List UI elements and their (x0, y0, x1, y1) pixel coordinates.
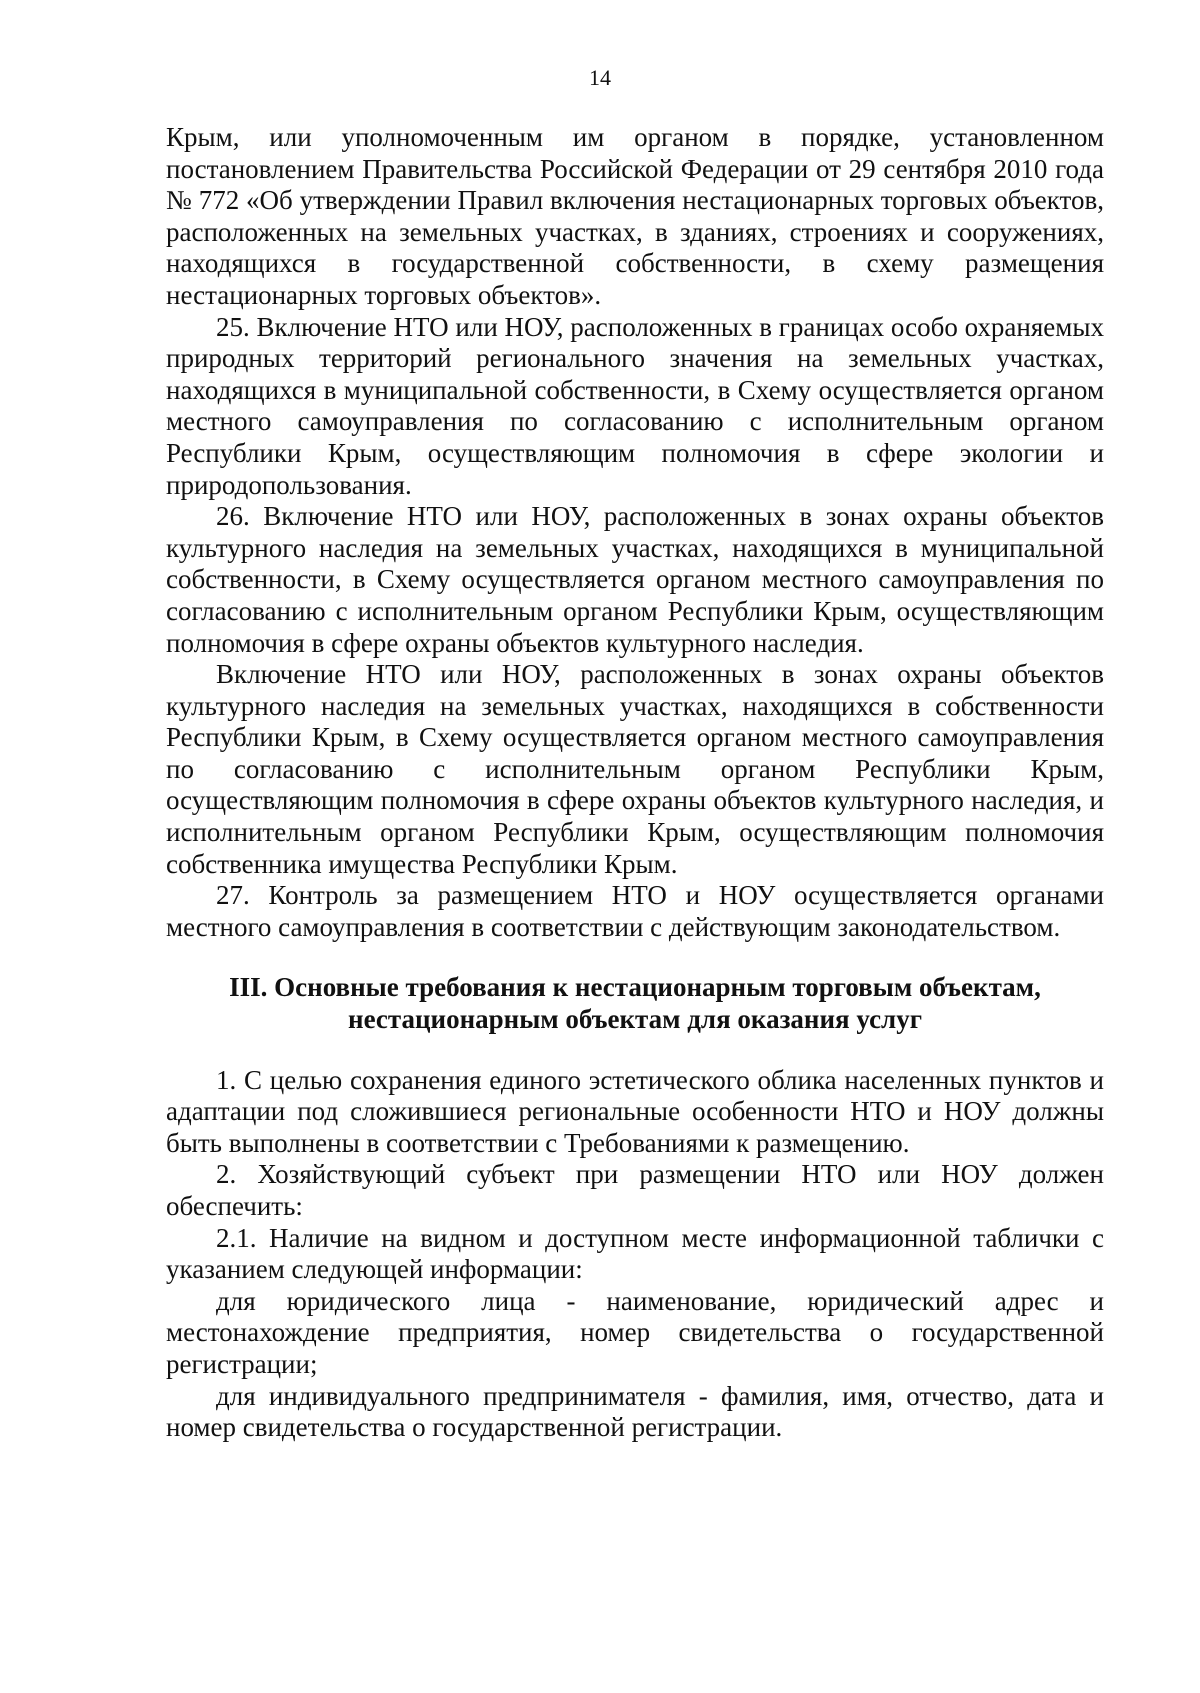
paragraph-req-2: 2. Хозяйствующий субъект при размещении НТО или НОУ должен обеспечить: (166, 1159, 1104, 1221)
page-number: 14 (589, 65, 611, 90)
section-heading (166, 972, 1104, 1035)
paragraph-req-2-1: 2.1. Наличие на видном и доступном месте информационной таблички с указанием следующей информации: (166, 1222, 1104, 1285)
paragraph-req-1: 1. С целью сохранения единого эстетического облика населенных пунктов и адаптации под сложившиеся региональные особенности НТО и НОУ должны быть выполнены в соответствии с Требованиями к размещению. (166, 1064, 1104, 1158)
paragraph-legal-entity: для юридического лица - наименование, юридический адрес и местонахождение предприятия, номер свидетельства о государственной регистрации; (166, 1285, 1104, 1379)
paragraph-individual-entrepreneur: для индивидуального предпринимателя - фамилия, имя, отчество, дата и номер свидетельства о государственной регистрации. (166, 1380, 1104, 1443)
paragraph-item-25: 25. Включение НТО или НОУ, расположенных в границах особо охраняемых природных территорий регионального значения на земельных участках, находящихся в муниципальной собственности, в Схему осуществляется органом местного самоуправления по согласованию с исполнительным органом Республики Крым, осуществляющим полномочия в сфере экологии и природопользования. (166, 311, 1104, 500)
section-heading-line-2: нестационарным объектам для оказания услуг (348, 1004, 922, 1035)
paragraph-item-26: 26. Включение НТО или НОУ, расположенных в зонах охраны объектов культурного наследия на земельных участках, находящихся в муниципальной собственности, в Схему осуществляется органом местного самоуправления по согласованию с исполнительным органом Республики Крым, осуществляющим полномочия в сфере охраны объектов культурного наследия. (166, 501, 1104, 658)
paragraph-item-26-cont: Включение НТО или НОУ, расположенных в зонах охраны объектов культурного наследия на земельных участках, находящихся в собственности Республики Крым, в Схему осуществляется органом местного самоуправления по согласованию с исполнительным органом Республики Крым, осуществляющим полномочия в сфере охраны объектов культурного наследия, и исполнительным органом Республики Крым, осуществляющим полномочия собственника имущества Республики Крым. (166, 659, 1104, 879)
paragraph-continuation: Крым, или уполномоченным им органом в порядке, установленном постановлением Правительства Российской Федерации от 29 сентября 2010 года № 772 «Об утверждении Правил включения нестационарных торговых объектов, расположенных на земельных участках, в зданиях, строениях и сооружениях, находящихся в государственной собственности, в схему размещения нестационарных торговых объектов». (166, 122, 1104, 310)
document-body (166, 122, 1104, 1444)
section-heading-line-1: III. Основные требования к нестационарным торговым объектам, (229, 972, 1041, 1003)
paragraph-item-27: 27. Контроль за размещением НТО и НОУ осуществляется органами местного самоуправления в соответствии с действующим законодательством. (166, 880, 1104, 942)
